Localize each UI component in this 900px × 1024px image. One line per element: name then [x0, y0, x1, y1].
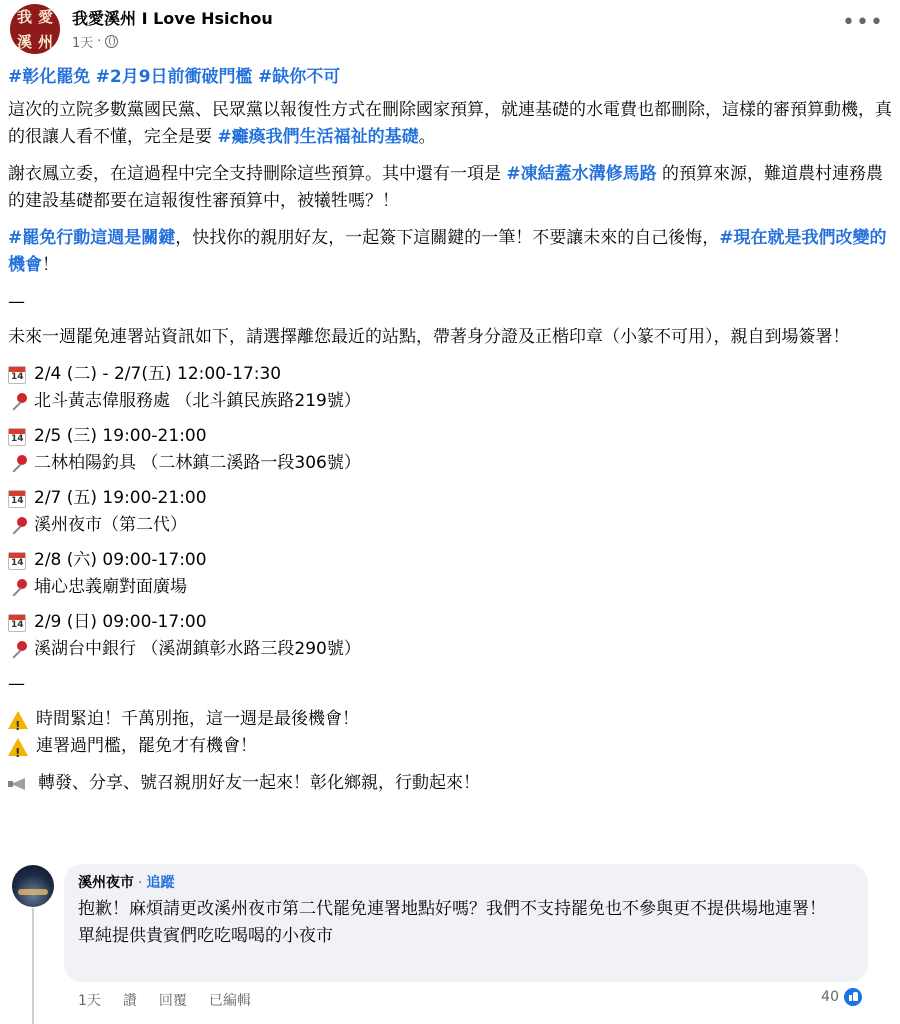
comment-like-button[interactable]: 讚 [122, 993, 137, 1009]
hashtag-link[interactable]: #彰化罷免 [8, 67, 91, 87]
comment-line: 單純提供貴賓們吃吃喝喝的小夜市 [78, 926, 333, 946]
calendar-icon [8, 614, 26, 632]
calendar-icon [8, 428, 26, 446]
paragraph-1 [8, 97, 892, 151]
hashtag-link[interactable]: #缺你不可 [257, 67, 341, 87]
paragraph-text: 的預算來源，難道農村連務農的建設基礎都要在這報復性審預算中，被犧牲嗎？！ [8, 164, 884, 211]
divider: — [8, 292, 25, 312]
comment-text [78, 896, 854, 950]
calendar-icon [8, 490, 26, 508]
avatar-char: 我 [16, 8, 32, 26]
paragraph-text: 謝衣鳳立委，在這過程中完全支持刪除這些預算。其中還有一項是 [8, 164, 507, 184]
paragraph-2 [8, 161, 892, 215]
post-header [0, 0, 900, 60]
event-place: 北斗黃志偉服務處 （北斗鎮民族路219號） [34, 391, 361, 411]
paragraph-text: ！ [42, 255, 59, 275]
paragraph-text: 。 [418, 127, 436, 147]
hashtag-link[interactable]: #2月9日前衝破門檻 [95, 67, 253, 87]
event-time: 2/7 (五) 19:00-21:00 [34, 488, 207, 508]
event-entry [8, 609, 892, 663]
warning-line [8, 733, 892, 760]
comment-header [78, 874, 854, 892]
comment-separator: · [138, 875, 143, 891]
comment-actions [78, 990, 251, 1010]
call-to-action-line [8, 770, 892, 797]
post-body [8, 64, 892, 797]
comment-line: 抱歉！麻煩請更改溪州夜市第二代罷免連署地點好嗎？我們不支持罷免也不參與更不提供場地連署！ [78, 899, 826, 919]
event-time: 2/4 (二) - 2/7(五) 12:00-17:30 [34, 364, 282, 384]
event-entry [8, 423, 892, 477]
more-options-button[interactable] [842, 8, 884, 44]
comment-bubble [64, 864, 868, 982]
edited-label[interactable]: 已編輯 [208, 993, 251, 1009]
comment-reactions[interactable] [821, 986, 864, 1008]
page-avatar[interactable] [10, 4, 60, 54]
warning-text: 連署過門檻，罷免才有機會！ [36, 736, 257, 756]
comment-thread-line [32, 908, 34, 1024]
pushpin-icon [8, 516, 28, 536]
pushpin-icon [8, 392, 28, 412]
warning-text: 時間緊迫！千萬別拖，這一週是最後機會！ [36, 709, 359, 729]
paragraph-3 [8, 225, 892, 279]
hashtag-link[interactable]: #現在就是我們改變的機會 [8, 228, 887, 275]
hashtag-link[interactable]: #癱瘓我們生活福祉的基礎 [217, 127, 419, 147]
page-name-link[interactable]: 我愛溪州 I Love Hsichou [72, 9, 273, 28]
hashtag-link[interactable]: #凍結蓋水溝修馬路 [506, 164, 657, 184]
comment-reply-button[interactable]: 回覆 [158, 993, 187, 1009]
event-place: 埔心忠義廟對面廣場 [34, 577, 187, 597]
event-place: 二林柏陽釣具 （二林鎮二溪路一段306號） [34, 453, 361, 473]
avatar-char: 州 [37, 33, 53, 51]
intro-paragraph: 未來一週罷免連署站資訊如下，請選擇離您最近的站點，帶著身分證及正楷印章（小篆不可用），親自到場簽署！ [8, 327, 850, 347]
event-entry [8, 547, 892, 601]
call-to-action-text: 轉發、分享、號召親朋好友一起來！彰化鄉親，行動起來！ [38, 773, 480, 793]
avatar-char: 溪 [16, 33, 32, 51]
commenter-name-link[interactable]: 溪州夜市 [78, 875, 134, 891]
like-count: 40 [821, 989, 839, 1005]
paragraph-text: 這次的立院多數黨國民黨、民眾黨以報復性方式在刪除國家預算，就連基礎的水電費也都刪除，這樣的審預算動機，真的很讓人看不懂，完全是要 [8, 100, 892, 147]
comment-time-link[interactable]: 1天 [78, 993, 101, 1009]
hashtag-line [8, 64, 892, 91]
event-entry [8, 485, 892, 539]
event-time: 2/8 (六) 09:00-17:00 [34, 550, 207, 570]
paragraph-text: ，快找你的親朋好友，一起簽下這關鍵的一筆！不要讓未來的自己後悔， [175, 228, 720, 248]
calendar-icon [8, 552, 26, 570]
warning-icon [8, 738, 28, 756]
pushpin-icon [8, 578, 28, 598]
divider: — [8, 674, 25, 694]
event-place: 溪州夜市（第二代） [34, 515, 187, 535]
warning-line [8, 706, 892, 733]
event-place: 溪湖台中銀行 （溪湖鎮彰水路三段290號） [34, 639, 361, 659]
pushpin-icon [8, 454, 28, 474]
event-time: 2/9 (日) 09:00-17:00 [34, 612, 207, 632]
commenter-avatar[interactable] [12, 865, 54, 907]
post-meta [72, 32, 118, 51]
post-time-link[interactable]: 1天 [72, 36, 94, 51]
event-entry [8, 361, 892, 415]
warning-icon [8, 711, 28, 729]
pushpin-icon [8, 640, 28, 660]
event-time: 2/5 (三) 19:00-21:00 [34, 426, 207, 446]
thumbs-up-icon [842, 986, 864, 1008]
meta-separator: · [97, 34, 102, 49]
more-dots-icon: ••• [842, 10, 884, 35]
hashtag-link[interactable]: #罷免行動這週是關鍵 [8, 228, 176, 248]
follow-button[interactable]: 追蹤 [146, 875, 175, 891]
megaphone-icon [8, 775, 30, 793]
calendar-icon [8, 366, 26, 384]
globe-icon[interactable] [105, 35, 118, 48]
avatar-char: 愛 [37, 8, 53, 26]
